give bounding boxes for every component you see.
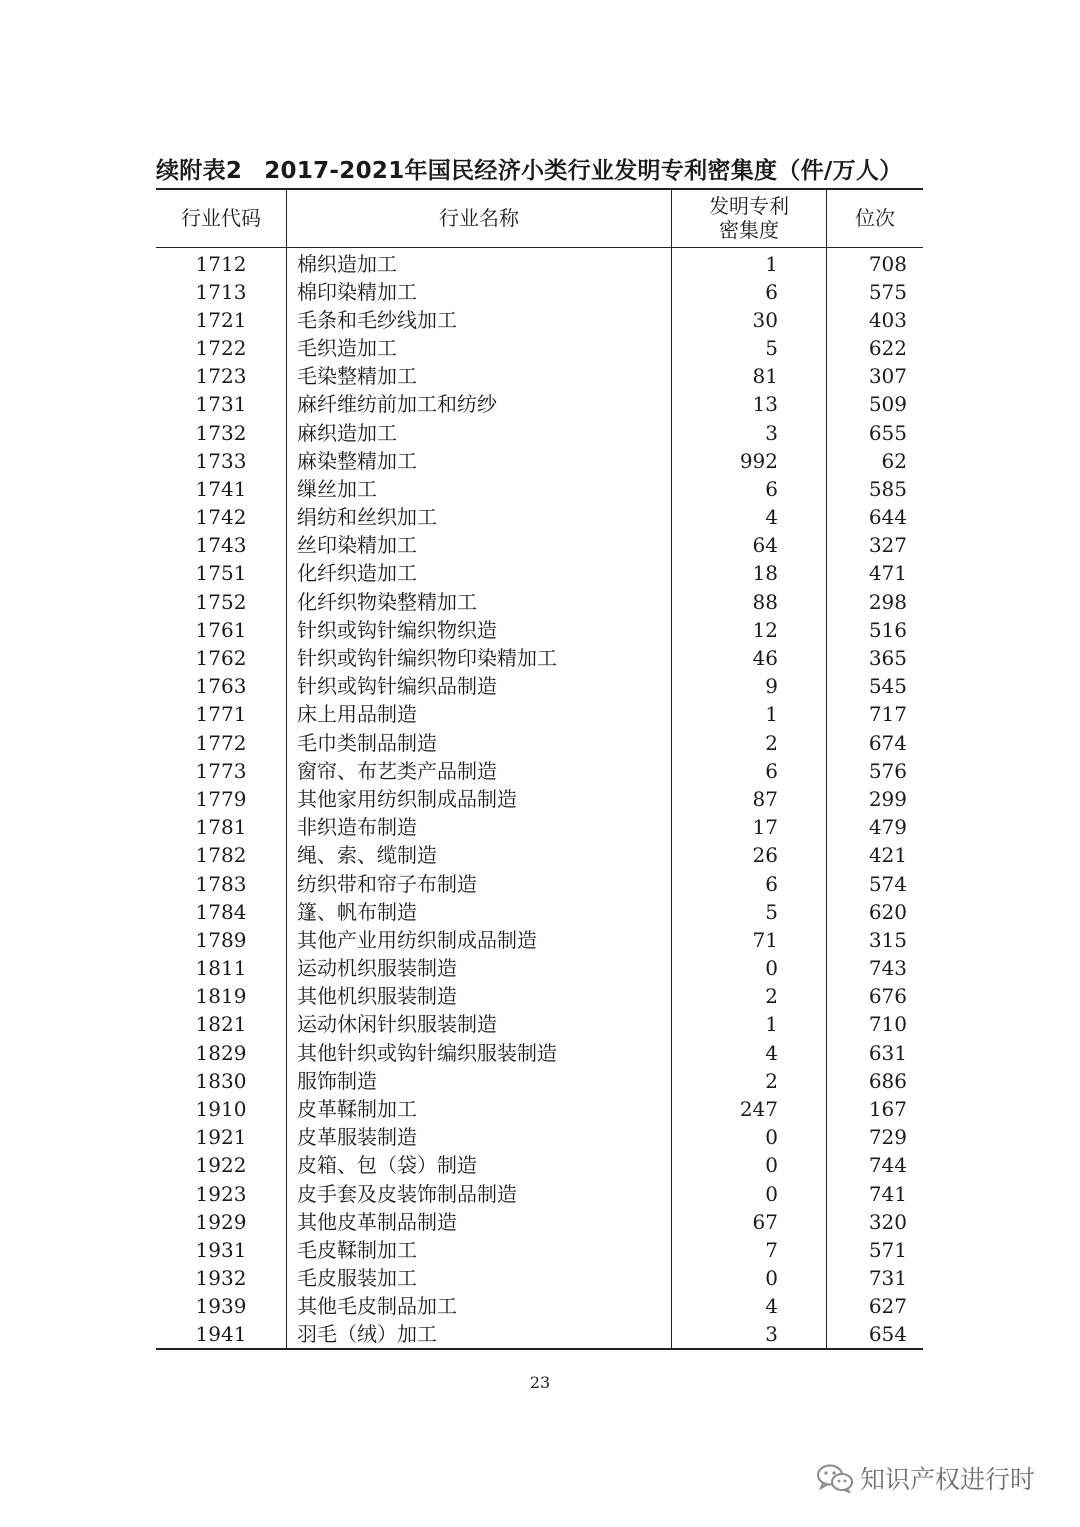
row-code: 1921 xyxy=(195,1125,247,1150)
wechat-icon xyxy=(816,1463,854,1493)
row-name: 化纤织造加工 xyxy=(287,559,672,587)
row-density: 0 xyxy=(672,1180,827,1208)
row-density: 5 xyxy=(672,898,827,926)
row-density: 7 xyxy=(672,1236,827,1264)
row-rank: 365 xyxy=(827,644,924,672)
row-name: 篷、帆布制造 xyxy=(287,898,672,926)
row-name: 针织或钩针编织物织造 xyxy=(287,616,672,644)
row-rank: 421 xyxy=(827,841,924,869)
row-rank: 676 xyxy=(827,982,924,1010)
row-code: 1789 xyxy=(195,927,247,952)
table-row xyxy=(156,1067,923,1095)
row-density: 0 xyxy=(672,954,827,982)
row-name: 绳、索、缆制造 xyxy=(287,841,672,869)
watermark xyxy=(816,1458,1035,1498)
table-title-text: 2017-2021年国民经济小类行业发明专利密集度（件/万人） xyxy=(264,158,903,184)
row-code: 1939 xyxy=(195,1294,247,1319)
row-code: 1712 xyxy=(195,251,247,276)
row-name: 皮箱、包（袋）制造 xyxy=(287,1151,672,1179)
table-row xyxy=(156,418,923,446)
row-code: 1781 xyxy=(195,815,247,840)
row-name: 针织或钩针编织物印染精加工 xyxy=(287,644,672,672)
row-code: 1752 xyxy=(195,589,247,614)
watermark-text: 知识产权进行时 xyxy=(860,1465,1036,1494)
table-row xyxy=(156,1264,923,1292)
row-code: 1713 xyxy=(195,279,247,304)
row-density: 9 xyxy=(672,672,827,700)
row-name: 其他机织服装制造 xyxy=(287,982,672,1010)
row-density: 46 xyxy=(672,644,827,672)
row-rank: 631 xyxy=(827,1039,924,1067)
row-rank: 620 xyxy=(827,898,924,926)
page-number: 23 xyxy=(529,1373,551,1392)
row-density: 4 xyxy=(672,503,827,531)
row-name: 窗帘、布艺类产品制造 xyxy=(287,757,672,785)
row-code: 1922 xyxy=(195,1153,247,1178)
row-density: 2 xyxy=(672,1067,827,1095)
row-density: 0 xyxy=(672,1151,827,1179)
table-row xyxy=(156,1039,923,1067)
table-row xyxy=(156,982,923,1010)
row-name: 其他家用纺织制成品制造 xyxy=(287,785,672,813)
row-code: 1722 xyxy=(195,335,247,360)
table-row xyxy=(156,813,923,841)
row-density: 1 xyxy=(672,247,827,278)
row-code: 1741 xyxy=(195,476,247,501)
table-row xyxy=(156,1123,923,1151)
row-code: 1829 xyxy=(195,1040,247,1065)
row-name: 毛皮服装加工 xyxy=(287,1264,672,1292)
row-density: 81 xyxy=(672,362,827,390)
table-row xyxy=(156,757,923,785)
table-row xyxy=(156,898,923,926)
row-density: 6 xyxy=(672,278,827,306)
row-code: 1782 xyxy=(195,843,247,868)
row-code: 1819 xyxy=(195,984,247,1009)
row-density: 4 xyxy=(672,1292,827,1320)
table-row xyxy=(156,700,923,728)
row-density: 12 xyxy=(672,616,827,644)
row-density: 6 xyxy=(672,869,827,897)
header-density-line1: 发明专利 xyxy=(709,194,789,219)
row-rank: 655 xyxy=(827,418,924,446)
patent-density-table xyxy=(156,188,923,1350)
row-code: 1761 xyxy=(195,617,247,642)
table-row xyxy=(156,247,923,278)
row-rank: 644 xyxy=(827,503,924,531)
row-rank: 509 xyxy=(827,390,924,418)
row-name: 缫丝加工 xyxy=(287,475,672,503)
row-density: 1 xyxy=(672,1010,827,1038)
row-name: 非织造布制造 xyxy=(287,813,672,841)
row-code: 1830 xyxy=(195,1068,247,1093)
row-name: 丝印染精加工 xyxy=(287,531,672,559)
row-name: 运动休闲针织服装制造 xyxy=(287,1010,672,1038)
row-rank: 299 xyxy=(827,785,924,813)
row-rank: 315 xyxy=(827,926,924,954)
row-density: 1 xyxy=(672,700,827,728)
row-rank: 471 xyxy=(827,559,924,587)
row-rank: 585 xyxy=(827,475,924,503)
row-rank: 654 xyxy=(827,1320,924,1349)
table-row xyxy=(156,926,923,954)
row-rank: 575 xyxy=(827,278,924,306)
table-row xyxy=(156,475,923,503)
row-code: 1923 xyxy=(195,1181,247,1206)
row-name: 其他毛皮制品加工 xyxy=(287,1292,672,1320)
table-row xyxy=(156,672,923,700)
table-row xyxy=(156,954,923,982)
row-name: 皮手套及皮装饰制品制造 xyxy=(287,1180,672,1208)
row-name: 毛皮鞣制加工 xyxy=(287,1236,672,1264)
row-rank: 403 xyxy=(827,306,924,334)
row-name: 其他针织或钩针编织服装制造 xyxy=(287,1039,672,1067)
row-code: 1821 xyxy=(195,1012,247,1037)
table-row xyxy=(156,306,923,334)
row-code: 1763 xyxy=(195,674,247,699)
row-rank: 741 xyxy=(827,1180,924,1208)
row-rank: 731 xyxy=(827,1264,924,1292)
table-header-row xyxy=(156,189,923,247)
row-code: 1742 xyxy=(195,505,247,530)
row-density: 4 xyxy=(672,1039,827,1067)
row-density: 0 xyxy=(672,1123,827,1151)
row-density: 247 xyxy=(672,1095,827,1123)
row-code: 1751 xyxy=(195,561,247,586)
table-title-prefix: 续附表2 xyxy=(156,158,243,184)
row-rank: 167 xyxy=(827,1095,924,1123)
row-name: 毛条和毛纱线加工 xyxy=(287,306,672,334)
row-density: 0 xyxy=(672,1264,827,1292)
table-row xyxy=(156,531,923,559)
row-rank: 298 xyxy=(827,588,924,616)
table-row xyxy=(156,559,923,587)
table-row xyxy=(156,588,923,616)
row-code: 1732 xyxy=(195,420,247,445)
row-code: 1723 xyxy=(195,364,247,389)
row-density: 3 xyxy=(672,418,827,446)
row-density: 6 xyxy=(672,757,827,785)
row-name: 皮革鞣制加工 xyxy=(287,1095,672,1123)
table-row xyxy=(156,278,923,306)
row-code: 1910 xyxy=(195,1097,247,1122)
row-code: 1932 xyxy=(195,1266,247,1291)
row-code: 1772 xyxy=(195,730,247,755)
row-code: 1811 xyxy=(195,956,247,981)
table-title xyxy=(156,152,922,190)
table-row xyxy=(156,841,923,869)
row-code: 1721 xyxy=(195,307,247,332)
row-name: 麻织造加工 xyxy=(287,418,672,446)
row-name: 绢纺和丝织加工 xyxy=(287,503,672,531)
row-name: 皮革服装制造 xyxy=(287,1123,672,1151)
table-row xyxy=(156,447,923,475)
row-rank: 62 xyxy=(827,447,924,475)
table-row xyxy=(156,644,923,672)
row-rank: 576 xyxy=(827,757,924,785)
row-name: 麻纤维纺前加工和纺纱 xyxy=(287,390,672,418)
row-code: 1773 xyxy=(195,758,247,783)
row-density: 992 xyxy=(672,447,827,475)
row-rank: 327 xyxy=(827,531,924,559)
row-rank: 717 xyxy=(827,700,924,728)
table-row xyxy=(156,1292,923,1320)
row-name: 床上用品制造 xyxy=(287,700,672,728)
row-rank: 627 xyxy=(827,1292,924,1320)
row-name: 羽毛（绒）加工 xyxy=(287,1320,672,1349)
row-density: 18 xyxy=(672,559,827,587)
row-rank: 729 xyxy=(827,1123,924,1151)
row-density: 2 xyxy=(672,729,827,757)
row-rank: 622 xyxy=(827,334,924,362)
table-row xyxy=(156,1095,923,1123)
row-density: 67 xyxy=(672,1208,827,1236)
row-name: 麻染整精加工 xyxy=(287,447,672,475)
table-row xyxy=(156,785,923,813)
row-rank: 307 xyxy=(827,362,924,390)
table-row xyxy=(156,1320,923,1349)
row-name: 纺织带和帘子布制造 xyxy=(287,869,672,897)
row-name: 毛织造加工 xyxy=(287,334,672,362)
table-row xyxy=(156,1236,923,1264)
row-density: 6 xyxy=(672,475,827,503)
row-name: 棉印染精加工 xyxy=(287,278,672,306)
table-row xyxy=(156,390,923,418)
header-name: 行业名称 xyxy=(287,189,672,247)
row-name: 其他产业用纺织制成品制造 xyxy=(287,926,672,954)
row-density: 26 xyxy=(672,841,827,869)
row-name: 针织或钩针编织品制造 xyxy=(287,672,672,700)
row-code: 1929 xyxy=(195,1209,247,1234)
row-name: 服饰制造 xyxy=(287,1067,672,1095)
row-code: 1941 xyxy=(156,1320,287,1349)
row-rank: 674 xyxy=(827,729,924,757)
row-code: 1762 xyxy=(195,646,247,671)
header-code: 行业代码 xyxy=(156,189,287,247)
row-rank: 479 xyxy=(827,813,924,841)
table-row xyxy=(156,1208,923,1236)
row-density: 2 xyxy=(672,982,827,1010)
row-rank: 744 xyxy=(827,1151,924,1179)
row-name: 其他皮革制品制造 xyxy=(287,1208,672,1236)
row-density: 71 xyxy=(672,926,827,954)
row-density: 30 xyxy=(672,306,827,334)
row-code: 1743 xyxy=(195,533,247,558)
row-rank: 571 xyxy=(827,1236,924,1264)
row-density: 3 xyxy=(672,1320,827,1349)
row-rank: 686 xyxy=(827,1067,924,1095)
table-body xyxy=(156,247,923,1349)
header-density-line2: 密集度 xyxy=(719,218,779,243)
row-rank: 320 xyxy=(827,1208,924,1236)
table-row xyxy=(156,362,923,390)
table-row xyxy=(156,1180,923,1208)
row-code: 1779 xyxy=(195,786,247,811)
row-density: 17 xyxy=(672,813,827,841)
row-name: 毛染整精加工 xyxy=(287,362,672,390)
header-density xyxy=(672,189,827,247)
row-rank: 743 xyxy=(827,954,924,982)
row-rank: 516 xyxy=(827,616,924,644)
row-rank: 545 xyxy=(827,672,924,700)
row-density: 5 xyxy=(672,334,827,362)
table-row xyxy=(156,616,923,644)
row-density: 64 xyxy=(672,531,827,559)
table-row xyxy=(156,869,923,897)
table-row xyxy=(156,1151,923,1179)
row-name: 棉织造加工 xyxy=(287,247,672,278)
table-row xyxy=(156,503,923,531)
row-code: 1733 xyxy=(195,448,247,473)
row-rank: 710 xyxy=(827,1010,924,1038)
table-row xyxy=(156,1010,923,1038)
row-rank: 574 xyxy=(827,869,924,897)
header-rank: 位次 xyxy=(827,189,924,247)
row-name: 运动机织服装制造 xyxy=(287,954,672,982)
row-name: 化纤织物染整精加工 xyxy=(287,588,672,616)
row-code: 1783 xyxy=(195,871,247,896)
row-rank: 708 xyxy=(827,247,924,278)
row-code: 1731 xyxy=(195,392,247,417)
row-density: 87 xyxy=(672,785,827,813)
row-density: 13 xyxy=(672,390,827,418)
row-name: 毛巾类制品制造 xyxy=(287,729,672,757)
row-code: 1931 xyxy=(195,1237,247,1262)
table-row xyxy=(156,334,923,362)
row-code: 1771 xyxy=(195,702,247,727)
row-density: 88 xyxy=(672,588,827,616)
table-row xyxy=(156,729,923,757)
row-code: 1784 xyxy=(195,899,247,924)
